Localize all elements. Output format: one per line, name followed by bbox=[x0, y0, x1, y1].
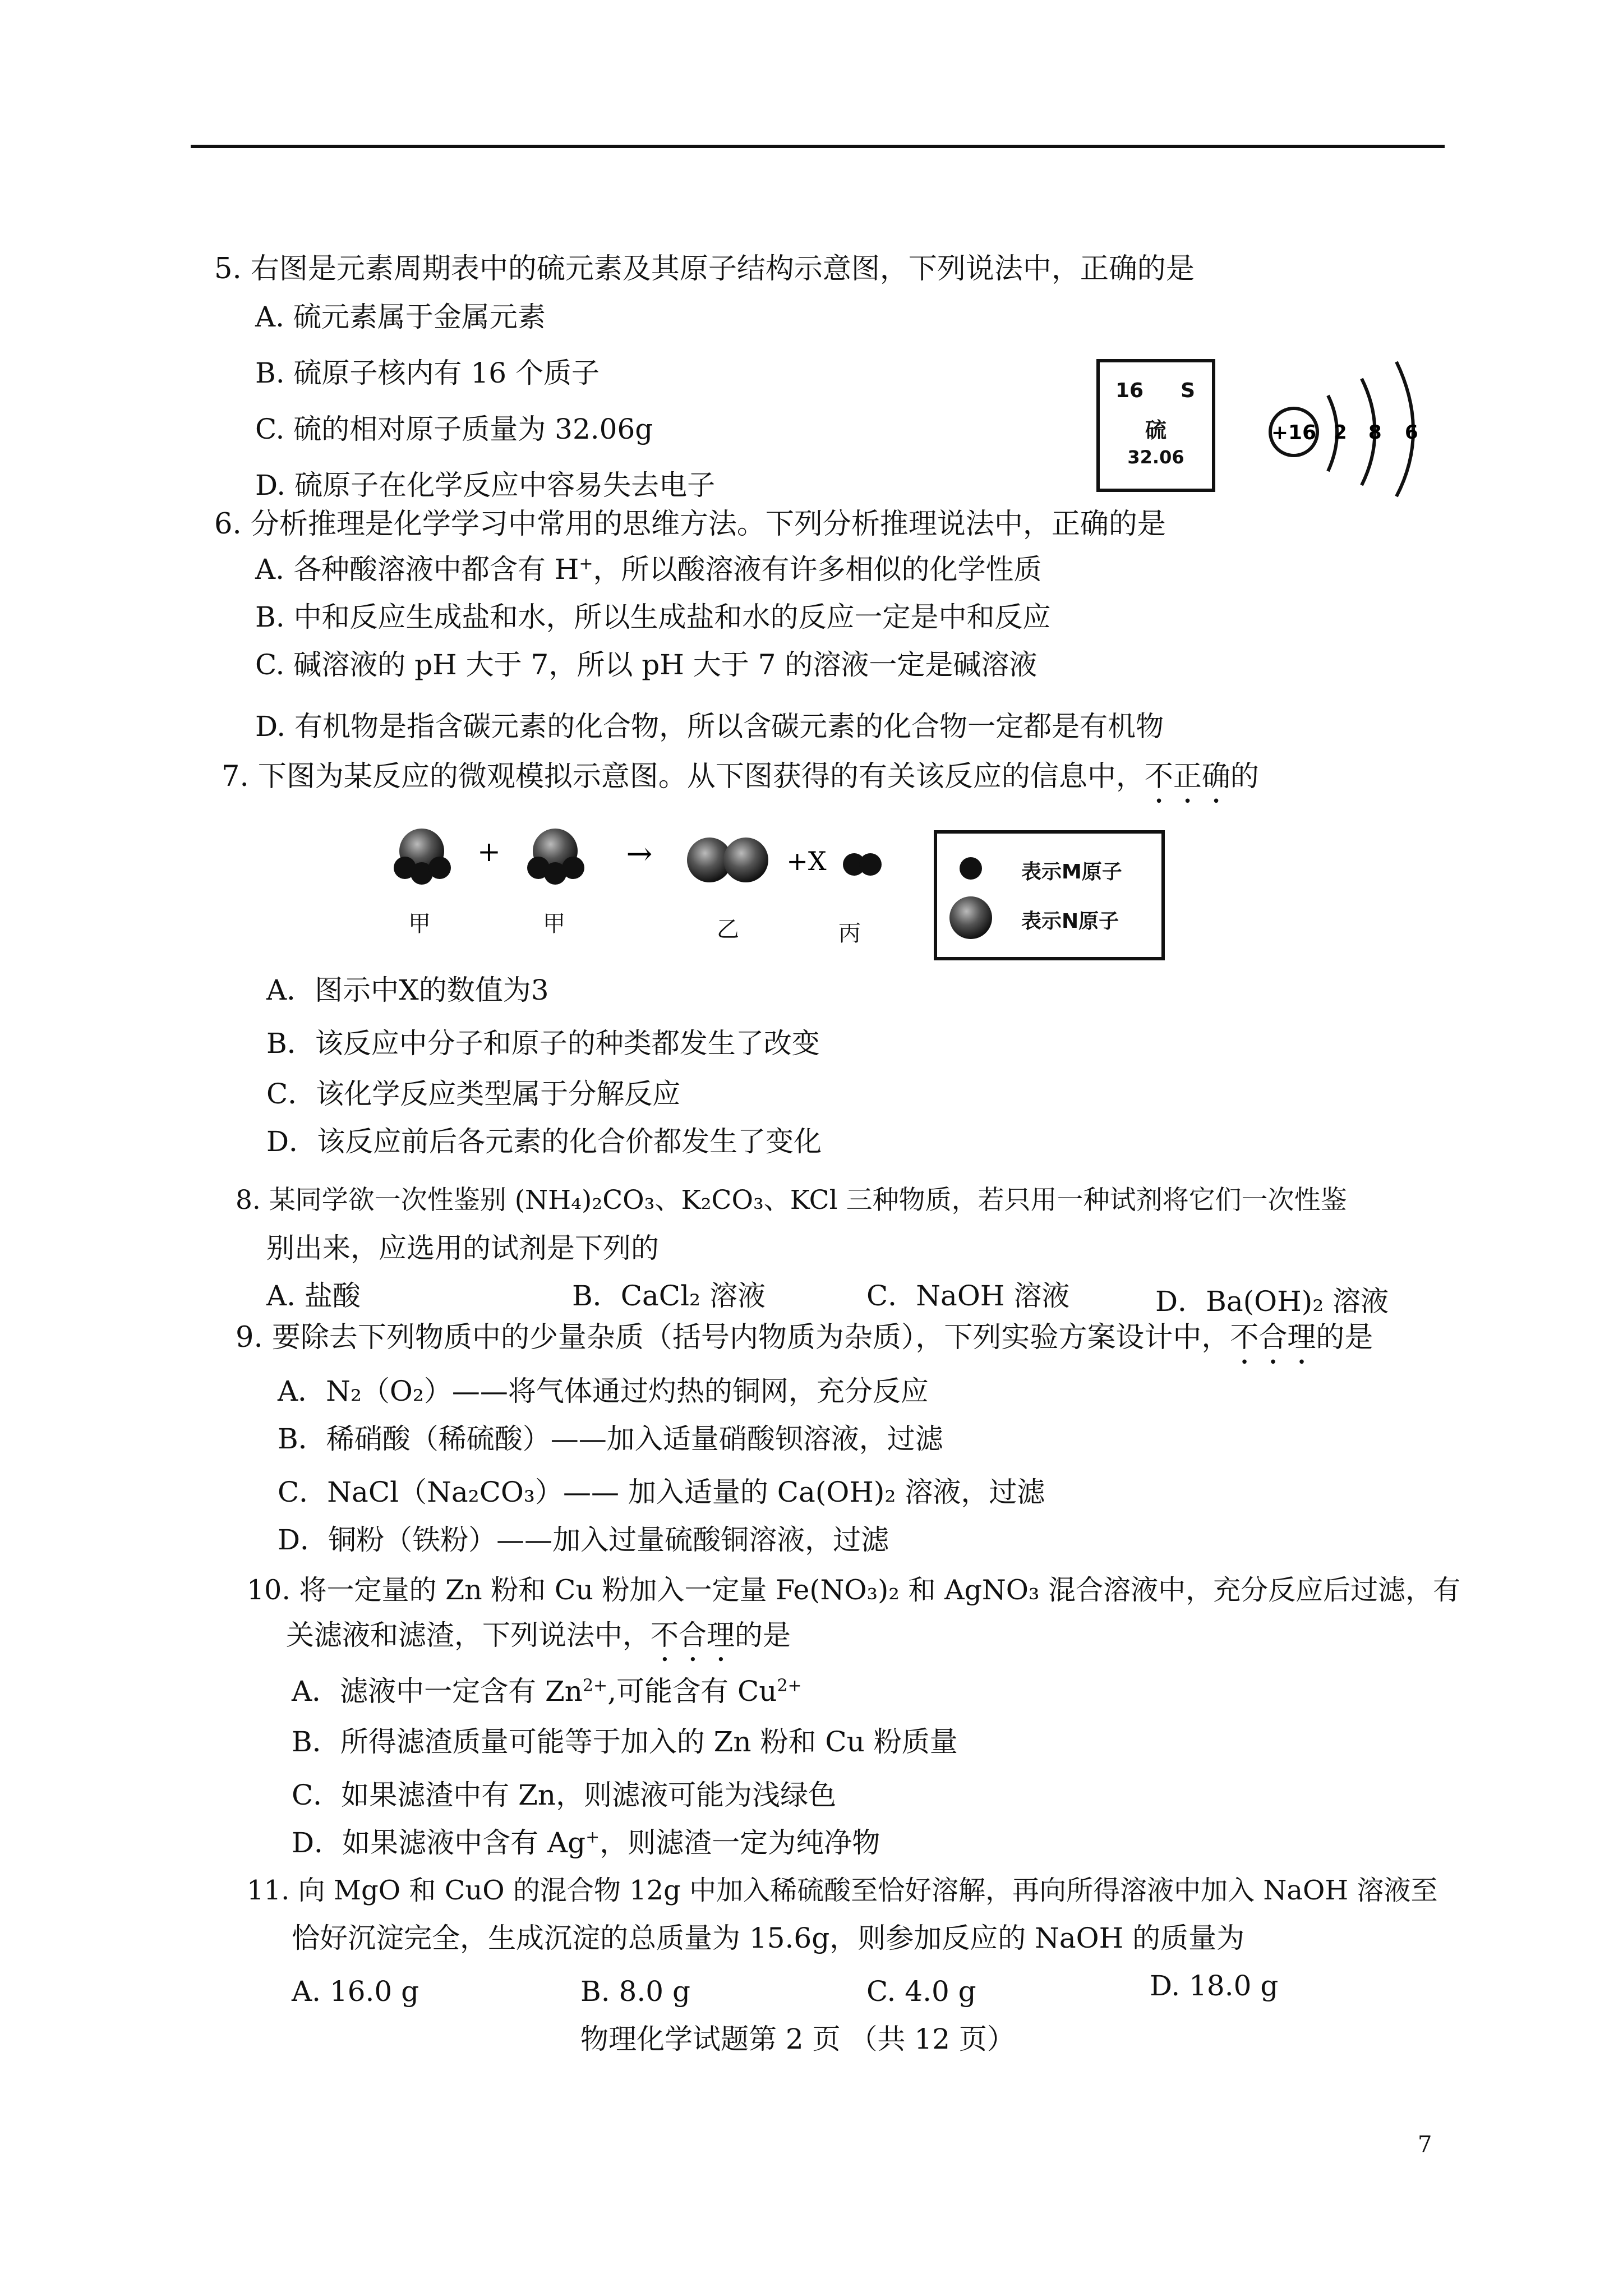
legend-n-label: 表示N原子 bbox=[1021, 910, 1119, 933]
legend-m-label: 表示M原子 bbox=[1021, 861, 1122, 884]
q8-option-a: A. 盐酸 bbox=[266, 1280, 361, 1312]
label-jia-2: 甲 bbox=[543, 911, 565, 937]
q6-stem: 6. 分析推理是化学学习中常用的思维方法。下列分析推理说法中，正确的是 bbox=[214, 508, 1166, 541]
q6-option-d: D. 有机物是指含碳元素的化合物，所以含碳元素的化合物一定都是有机物 bbox=[255, 710, 1164, 743]
element-symbol: S bbox=[1181, 379, 1195, 402]
label-yi: 乙 bbox=[717, 917, 739, 942]
q7-option-c: C．该化学反应类型属于分解反应 bbox=[266, 1078, 681, 1110]
q9-option-a: A．N₂（O₂）——将气体通过灼热的铜网，充分反应 bbox=[278, 1375, 929, 1407]
q7-stem: 7. 下图为某反应的微观模拟示意图。从下图获得的有关该反应的信息中，不正确的 bbox=[222, 760, 1259, 793]
shell-3-count: 6 bbox=[1405, 421, 1418, 444]
q6-option-c: C. 碱溶液的 pH 大于 7，所以 pH 大于 7 的溶液一定是碱溶液 bbox=[255, 648, 1038, 681]
sulfur-atom-structure-diagram bbox=[1262, 353, 1447, 499]
q5-option-a: A. 硫元素属于金属元素 bbox=[255, 301, 546, 333]
label-jia-1: 甲 bbox=[408, 911, 431, 937]
n-atom-icon bbox=[949, 896, 992, 939]
q11-option-d: D. 18.0 g bbox=[1150, 1970, 1279, 2002]
q8-option-b: B．CaCl₂ 溶液 bbox=[572, 1280, 766, 1312]
nucleus-charge: +16 bbox=[1271, 421, 1317, 444]
q11-stem-line2: 恰好沉淀完全，生成沉淀的总质量为 15.6g，则参加反应的 NaOH 的质量为 bbox=[292, 1922, 1245, 1954]
q5-option-d: D. 硫原子在化学反应中容易失去电子 bbox=[255, 469, 716, 501]
shell-1-count: 2 bbox=[1334, 421, 1347, 444]
q7-option-a: A．图示中X的数值为3 bbox=[266, 974, 549, 1006]
q9-option-c: C．NaCl（Na₂CO₃）—— 加入适量的 Ca(OH)₂ 溶液，过滤 bbox=[278, 1476, 1045, 1508]
q5-option-b: B. 硫原子核内有 16 个质子 bbox=[255, 357, 600, 389]
q8-option-d: D．Ba(OH)₂ 溶液 bbox=[1155, 1285, 1389, 1318]
molecule-bing bbox=[843, 853, 882, 876]
reaction-diagram bbox=[387, 816, 925, 895]
q10-option-d: D．如果滤液中含有 Ag+，则滤渣一定为纯净物 bbox=[292, 1826, 880, 1859]
atom-legend bbox=[934, 830, 1165, 960]
q5-option-c: C. 硫的相对原子质量为 32.06g bbox=[255, 413, 653, 445]
page-number: 7 bbox=[1418, 2132, 1432, 2157]
plus-x: +X bbox=[786, 846, 827, 876]
q9-option-b: B．稀硝酸（稀硫酸）——加入适量硝酸钡溶液，过滤 bbox=[278, 1423, 943, 1455]
q10-option-a: A．滤液中一定含有 $Zn^{2+}$,可能含有 $Cu^{2+}$ bbox=[292, 1675, 802, 1708]
q5-stem: 5. 右图是元素周期表中的硫元素及其原子结构示意图，下列说法中，正确的是 bbox=[214, 252, 1195, 286]
q10-stem-line2: 关滤液和滤渣，下列说法中，不合理的是 bbox=[286, 1619, 791, 1651]
q11-option-c: C. 4.0 g bbox=[866, 1975, 976, 2008]
q11-option-a: A. 16.0 g bbox=[292, 1975, 419, 2008]
q7-option-b: B．该反应中分子和原子的种类都发生了改变 bbox=[266, 1027, 820, 1060]
q7-option-d: D．该反应前后各元素的化合价都发生了变化 bbox=[266, 1125, 822, 1158]
legend-icons bbox=[937, 834, 1004, 957]
q8-stem-line2: 别出来，应选用的试剂是下列的 bbox=[266, 1232, 659, 1264]
m-atom-icon bbox=[960, 857, 982, 880]
molecule-jia-2 bbox=[527, 829, 584, 885]
page-footer: 物理化学试题第 2 页 （共 12 页） bbox=[580, 2023, 1015, 2055]
reaction-arrow: → bbox=[626, 836, 653, 872]
q10-option-b: B．所得滤渣质量可能等于加入的 Zn 粉和 Cu 粉质量 bbox=[292, 1726, 958, 1758]
q10-stem-line1: 10. 将一定量的 Zn 粉和 Cu 粉加入一定量 Fe(NO₃)₂ 和 AgNO₃ 混合溶液中，充分反应后过滤，有 bbox=[247, 1574, 1461, 1606]
q8-option-c: C．NaOH 溶液 bbox=[866, 1280, 1070, 1312]
atomic-number: 16 bbox=[1115, 379, 1144, 402]
q11-option-b: B. 8.0 g bbox=[580, 1975, 690, 2008]
q6-option-a: A. 各种酸溶液中都含有 H+，所以酸溶液有许多相似的化学性质 bbox=[255, 553, 1042, 586]
atomic-mass: 32.06 bbox=[1127, 447, 1184, 468]
q11-stem-line1: 11. 向 MgO 和 CuO 的混合物 12g 中加入稀硫酸至恰好溶解，再向所得溶液中加入 NaOH 溶液至 bbox=[247, 1875, 1438, 1906]
label-bing: 丙 bbox=[838, 921, 861, 946]
q9-stem: 9. 要除去下列物质中的少量杂质（括号内物质为杂质），下列实验方案设计中，不合理的是 bbox=[236, 1321, 1373, 1354]
q6-option-b: B. 中和反应生成盐和水，所以生成盐和水的反应一定是中和反应 bbox=[255, 601, 1051, 633]
q8-stem-line1: 8. 某同学欲一次性鉴别 (NH₄)₂CO₃、K₂CO₃、KCl 三种物质，若只用一种试剂将它们一次性鉴 bbox=[236, 1185, 1347, 1216]
shell-2-count: 8 bbox=[1368, 421, 1382, 444]
plus-sign-1: + bbox=[477, 835, 501, 868]
molecule-yi bbox=[687, 838, 768, 882]
q10-option-c: C．如果滤渣中有 Zn，则滤液可能为浅绿色 bbox=[292, 1779, 837, 1811]
molecule-jia-1 bbox=[394, 829, 451, 885]
element-name: 硫 bbox=[1145, 418, 1166, 443]
sulfur-element-card bbox=[1096, 359, 1215, 492]
header-rule bbox=[191, 145, 1445, 148]
q9-option-d: D．铜粉（铁粉）——加入过量硫酸铜溶液，过滤 bbox=[278, 1524, 889, 1556]
